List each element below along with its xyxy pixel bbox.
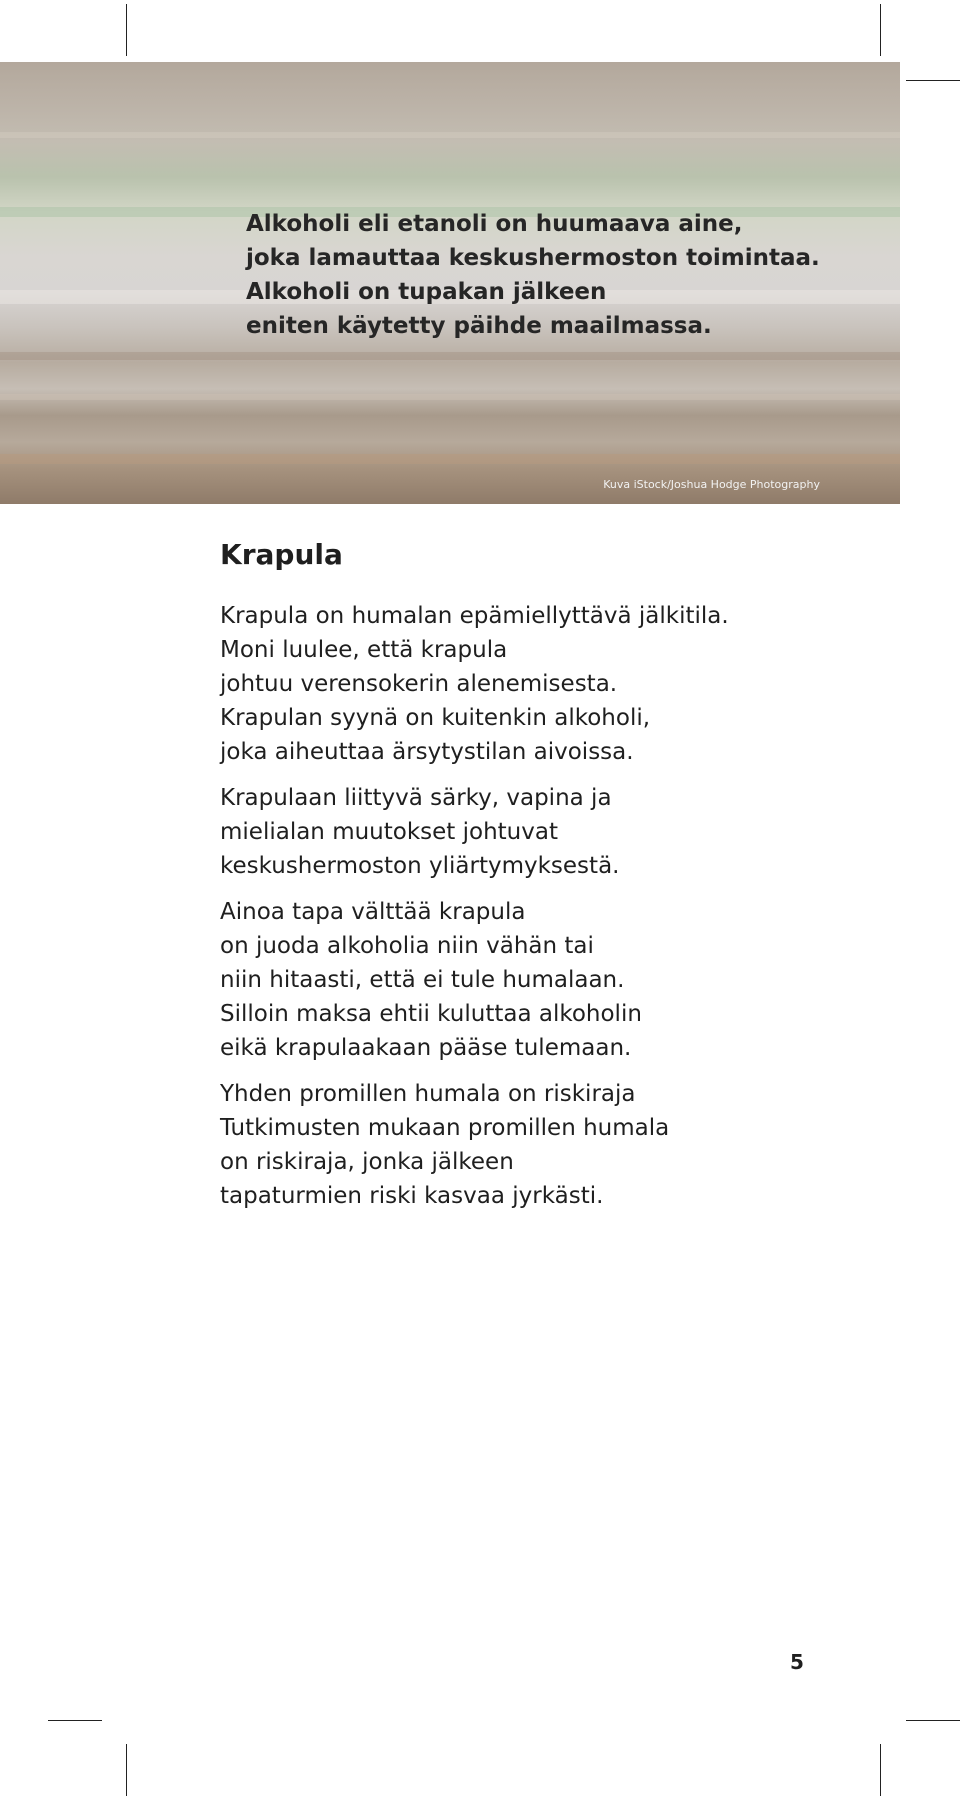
photo-streak — [0, 352, 900, 360]
crop-mark-bottom-right-h — [906, 1720, 960, 1721]
crop-mark-top-left — [126, 4, 127, 56]
paragraph-line: Ainoa tapa välttää krapula — [220, 899, 526, 925]
crop-mark-top-right — [880, 4, 881, 56]
paragraph-line: eikä krapulaakaan pääse tulemaan. — [220, 1035, 632, 1061]
section-heading: Krapula — [220, 538, 343, 571]
hero-photo-banner — [0, 62, 900, 504]
article-section — [220, 535, 860, 1225]
paragraph-line: joka aiheuttaa ärsytystilan aivoissa. — [220, 739, 634, 765]
photo-credit: Kuva iStock/Joshua Hodge Photography — [603, 478, 820, 491]
crop-mark-bottom-left-h — [48, 1720, 102, 1721]
paragraph-line: keskushermoston yliärtymyksestä. — [220, 853, 620, 879]
paragraph-line: johtuu verensokerin alenemisesta. — [220, 671, 618, 697]
paragraph-line: Moni luulee, että krapula — [220, 637, 508, 663]
paragraph — [220, 895, 860, 1065]
paragraph-line: on juoda alkoholia niin vähän tai — [220, 933, 594, 959]
crop-mark-bottom-left — [126, 1744, 127, 1796]
paragraph-line: Krapulaan liittyvä särky, vapina ja — [220, 785, 612, 811]
hero-line: eniten käytetty päihde maailmassa. — [246, 313, 712, 339]
paragraph-line: on riskiraja, jonka jälkeen — [220, 1149, 514, 1175]
paragraph-line: Krapulan syynä on kuitenkin alkoholi, — [220, 705, 651, 731]
paragraph — [220, 781, 860, 883]
paragraph-line: tapaturmien riski kasvaa jyrkästi. — [220, 1183, 604, 1209]
paragraph-line: Silloin maksa ehtii kuluttaa alkoholin — [220, 1001, 642, 1027]
hero-line: Alkoholi eli etanoli on huumaava aine, — [246, 211, 743, 237]
paragraph-line: Krapula on humalan epämiellyttävä jälkitila. — [220, 603, 729, 629]
paragraph — [220, 1077, 860, 1213]
paragraph-line: mielialan muutokset johtuvat — [220, 819, 558, 845]
photo-streak — [0, 454, 900, 464]
paragraph-line: niin hitaasti, että ei tule humalaan. — [220, 967, 625, 993]
paragraph — [220, 599, 860, 769]
hero-line: joka lamauttaa keskushermoston toimintaa. — [246, 245, 820, 271]
paragraph-line: Yhden promillen humala on riskiraja — [220, 1081, 636, 1107]
page-number: 5 — [790, 1650, 804, 1674]
crop-mark-top-right-h — [906, 80, 960, 81]
photo-streak — [0, 394, 900, 400]
photo-streak — [0, 132, 900, 138]
hero-line: Alkoholi on tupakan jälkeen — [246, 279, 607, 305]
crop-mark-bottom-right — [880, 1744, 881, 1796]
paragraph-line: Tutkimusten mukaan promillen humala — [220, 1115, 670, 1141]
hero-intro-text — [246, 207, 886, 343]
